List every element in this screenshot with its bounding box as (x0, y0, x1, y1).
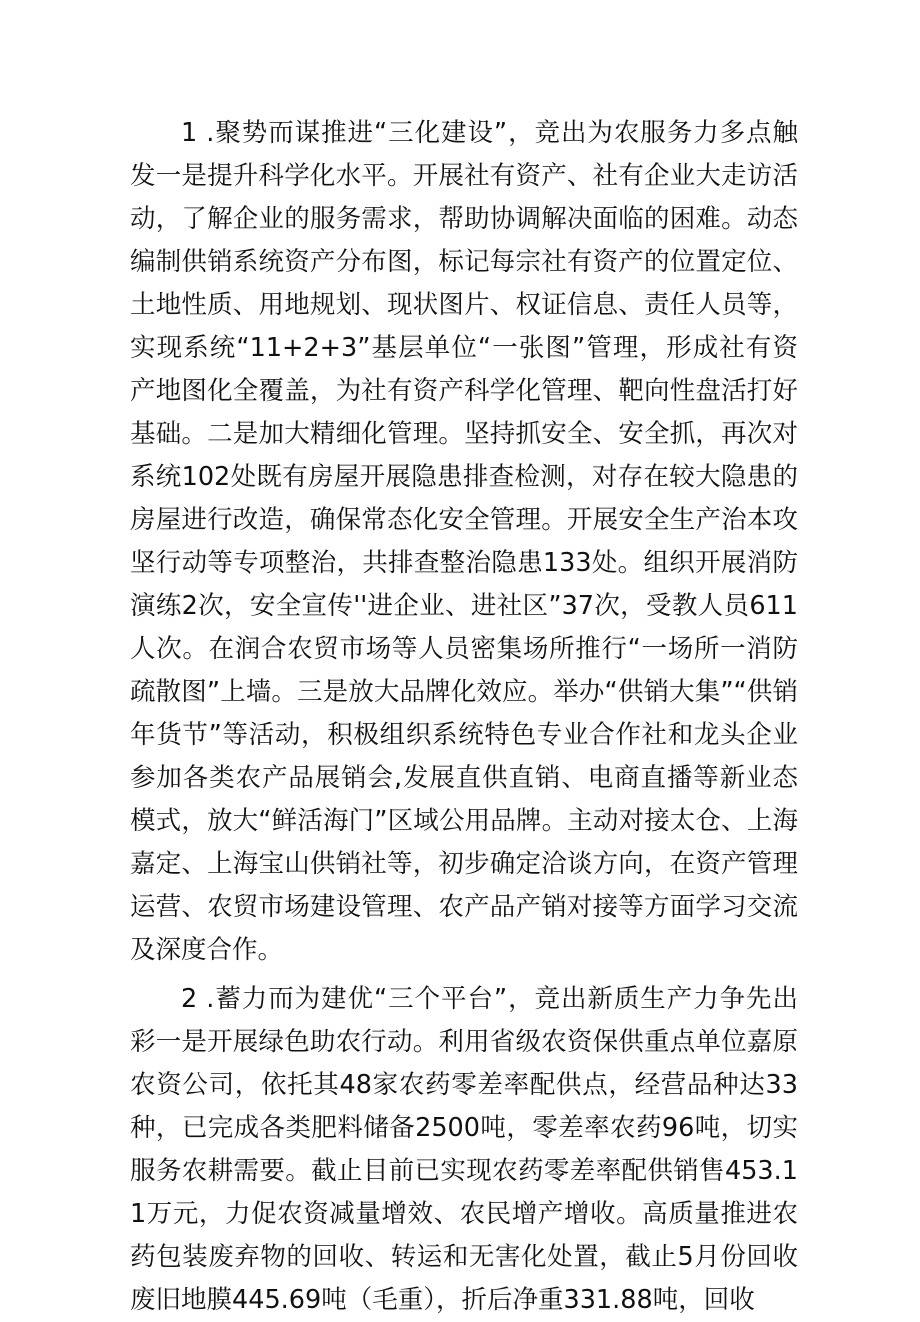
paragraph-2: 2 .蓄力而为建优“三个平台”，竞出新质生产力争先出彩一是开展绿色助农行动。利用省级农资保供重点单位嘉原农资公司，依托其48家农药零差率配供点，经营品种达33种，已完成各类肥料储备2500吨，零差率农药96吨，切实服务农耕需要。截止目前已实现农药零差率配供销售453.11万元，力促农资减量增效、农民增产增收。高质量推进农药包装废弃物的回收、转运和无害化处置，截止5月份回收废旧地膜445.69吨（毛重），折后净重331.88吨，回收 (130, 984, 798, 1315)
document-body (130, 112, 798, 1322)
paragraph-1: 1 .聚势而谋推进“三化建设”，竞出为农服务力多点触发一是提升科学化水平。开展社有资产、社有企业大走访活动，了解企业的服务需求，帮助协调解决面临的困难。动态编制供销系统资产分布图，标记每宗社有资产的位置定位、土地性质、用地规划、现状图片、权证信息、责任人员等，实现系统“11+2+3”基层单位“一张图”管理，形成社有资产地图化全覆盖，为社有资产科学化管理、靶向性盘活打好基础。二是加大精细化管理。坚持抓安全、安全抓，再次对系统102处既有房屋开展隐患排查检测，对存在较大隐患的房屋进行改造，确保常态化安全管理。开展安全生产治本攻坚行动等专项整治，共排查整治隐患133处。组织开展消防演练2次，安全宣传''进企业、进社区”37次，受教人员611人次。在润合农贸市场等人员密集场所推行“一场所一消防疏散图”上墙。三是放大品牌化效应。举办“供销大集”“供销年货节”等活动，积极组织系统特色专业合作社和龙头企业参加各类农产品展销会,发展直供直销、电商直播等新业态模式，放大“鲜活海门”区域公用品牌。主动对接太仓、上海嘉定、上海宝山供销社等，初步确定洽谈方向，在资产管理运营、农贸市场建设管理、农产品产销对接等方面学习交流及深度合作。 (130, 118, 798, 965)
